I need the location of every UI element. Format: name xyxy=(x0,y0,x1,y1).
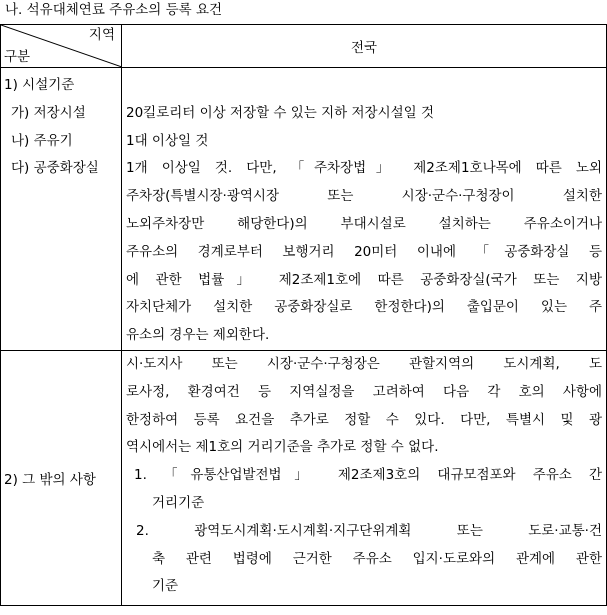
list-item-1: 1. 「유통산업발전법」 제2조제3호의 대규모점포와 주유소 간 xyxy=(134,467,602,484)
restroom-text-line: 주차장(특별시장·광역시장 또는 시장·군수·구청장이 설치한 xyxy=(126,188,602,205)
restroom-text-line: 에 관한 법률」 제2조제1호에 따른 공중화장실(국가 또는 지방 xyxy=(126,271,602,288)
category-label: 구분 xyxy=(4,49,31,65)
list-item-2: 2. 광역도시계획·도시계획·지구단위계획 또는 도로·교통·건 xyxy=(136,522,602,539)
other-matters-label: 2) 그 밖의 사항 xyxy=(1,350,122,605)
header-diagonal-cell xyxy=(1,25,122,68)
restroom-text-line: 자치단체가 설치한 공중화장실로 한정한다)의 출입문이 있는 주 xyxy=(126,299,602,316)
list-item-2-cont: 축 관련 법령에 근거한 주유소 입지·도로와의 관계에 관한 xyxy=(152,550,602,567)
other-matters-content xyxy=(122,350,607,605)
storage-text: 20킬로리터 이상 저장할 수 있는 지하 저장시설일 것 xyxy=(126,104,435,121)
facility-standards-labels xyxy=(1,68,122,351)
intro-line: 한정하여 등록 요건을 추가로 정할 수 있다. 다만, 특별시 및 광 xyxy=(126,411,602,428)
registration-requirements-table xyxy=(0,24,607,606)
storage-label: 가) 저장시설 xyxy=(11,104,86,121)
dispenser-label: 나) 주유기 xyxy=(11,132,73,149)
restroom-text-line: 주유소의 경계로부터 보행거리 20미터 이내에 「공중화장실 등 xyxy=(126,243,602,260)
facility-standards-row xyxy=(1,68,607,351)
intro-line: 시·도지사 또는 시장·군수·구청장은 관할지역의 도시계획, 도 xyxy=(126,355,602,372)
other-matters-row xyxy=(1,350,607,605)
restroom-text-line: 노외주차장만 해당한다)의 부대시설로 설치하는 주유소이거나 xyxy=(126,215,602,232)
intro-line: 로사정, 환경여건 등 지역실정을 고려하여 다음 각 호의 사항에 xyxy=(126,383,602,400)
restroom-label: 다) 공중화장실 xyxy=(11,160,99,177)
region-label: 지역 xyxy=(88,27,115,43)
restroom-text-line: 1개 이상일 것. 다만, 「주차장법」 제2조제1호나목에 따른 노외 xyxy=(126,160,602,177)
list-item-1-cont: 거리기준 xyxy=(152,494,205,511)
section-title: 나. 석유대체연료 주유소의 등록 요건 xyxy=(5,2,223,18)
nationwide-header: 전국 xyxy=(122,25,607,68)
intro-line: 역시에서는 제1호의 거리기준을 추가로 정할 수 없다. xyxy=(126,439,439,456)
header-row xyxy=(1,25,607,68)
list-item-2-cont: 기준 xyxy=(152,578,179,595)
restroom-text-line: 유소의 경우는 제외한다. xyxy=(126,327,270,344)
dispenser-text: 1대 이상일 것 xyxy=(126,132,209,149)
facility-heading: 1) 시설기준 xyxy=(4,77,75,93)
facility-standards-content xyxy=(122,68,607,351)
